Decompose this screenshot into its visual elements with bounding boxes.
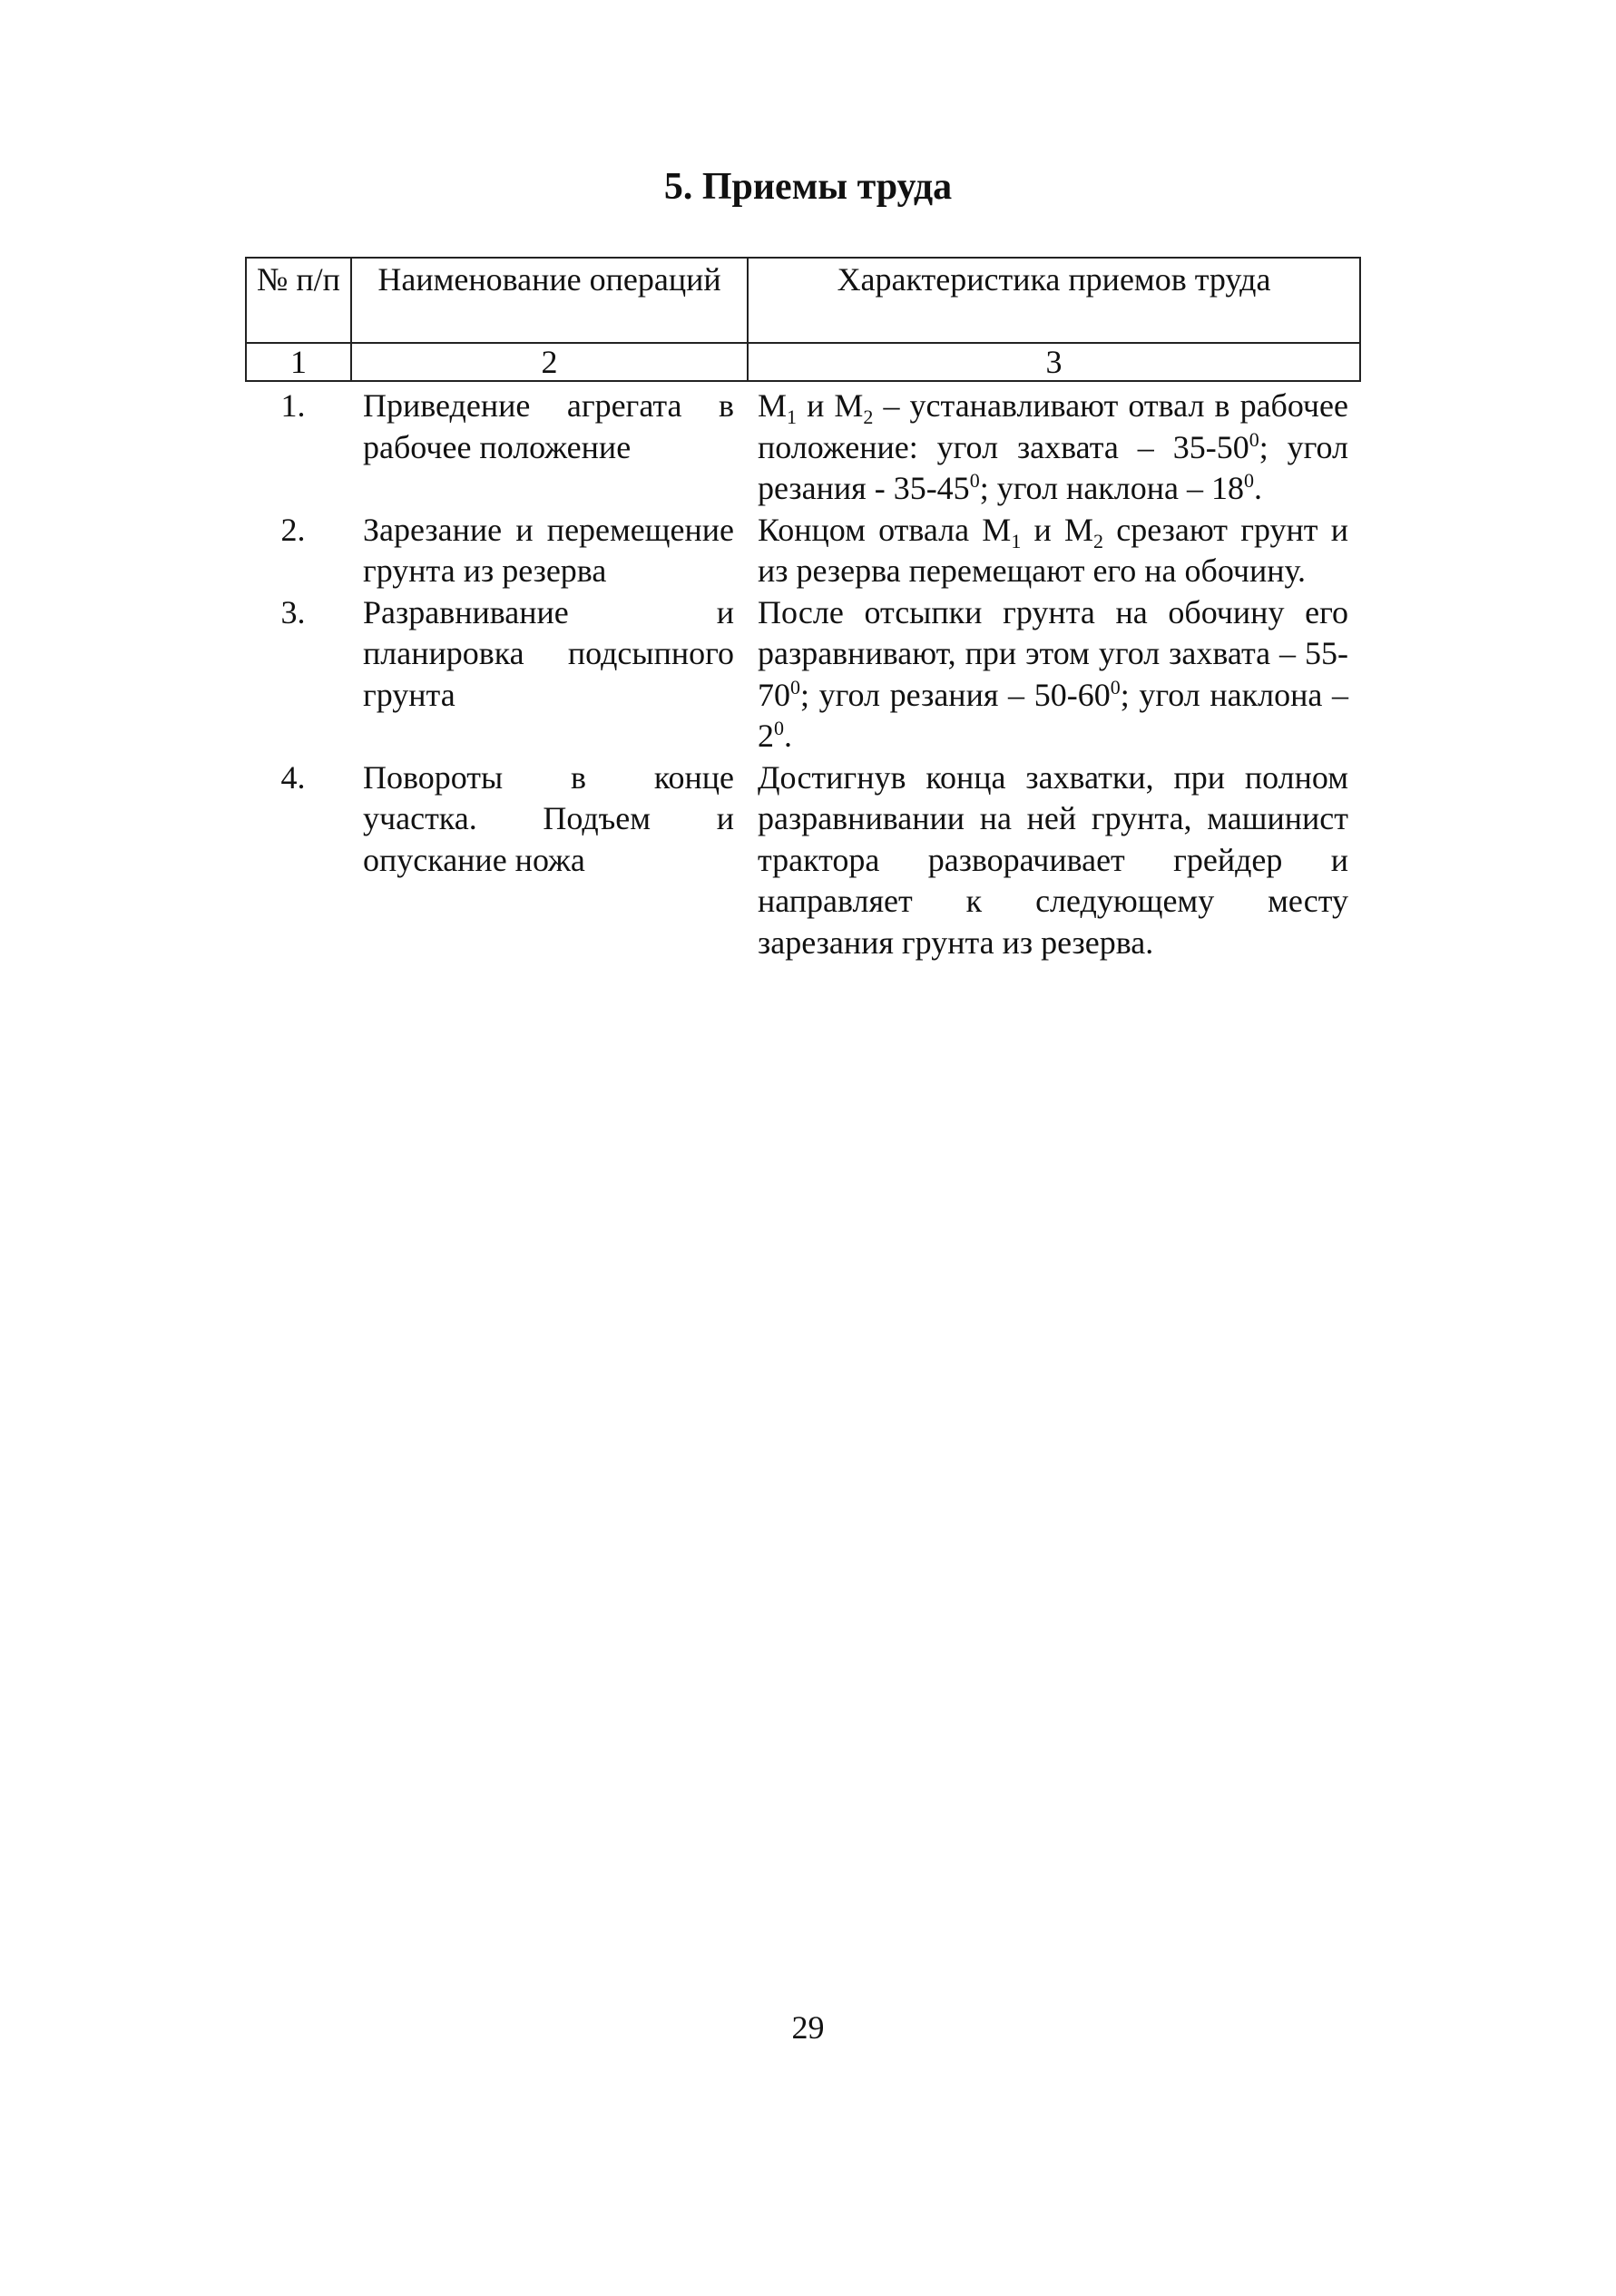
col-number-1: 1 [246, 343, 351, 381]
header-num: № п/п [246, 258, 351, 343]
header-name: Наименование операций [351, 258, 748, 343]
row-name: Приведение агрегата в рабочее положение [363, 387, 734, 465]
header-desc: Характеристика приемов труда [748, 258, 1360, 343]
row-name: Зарезание и перемещение грунта из резерва [363, 511, 734, 589]
page-title: 5. Приемы труда [663, 166, 953, 208]
table-row [245, 386, 1359, 510]
operations-table [245, 257, 1359, 963]
row-num: 1. [280, 387, 306, 424]
row-name: Разравнивание и планировка подсыпного грунта [363, 593, 734, 713]
row-name: Повороты в конце участка. Подъем и опускание ножа [363, 758, 734, 878]
table-header [245, 257, 1361, 382]
table-row [245, 757, 1359, 964]
table-body [245, 386, 1359, 963]
page-number: 29 [791, 2009, 825, 2046]
table-row [245, 592, 1359, 757]
col-number-3: 3 [748, 343, 1360, 381]
row-desc: Концом отвала $М_1$ и $М_2$ срезают грунт и из резерва перемещают его на обочину. [758, 511, 1348, 589]
row-desc: После отсыпки грунта на обочину его разравнивают, при этом угол захвата – $55-70^0$; угол резания – $50-60^0$; угол наклона – $2^0$. [758, 593, 1348, 754]
row-num: 2. [280, 511, 306, 548]
table-row [245, 510, 1359, 592]
row-desc: $М_1$ и $М_2$ – устанавливают отвал в рабочее положение: угол захвата – $35-50^0$; угол резания - $35-45^0$; угол наклона – $18^0$. [758, 387, 1348, 506]
row-desc: Достигнув конца захватки, при полном разравнивании на ней грунта, машинист трактора разворачивает грейдер и направляет к следующему месту зарезания грунта из резерва. [758, 758, 1348, 961]
row-num: 4. [280, 758, 306, 796]
col-number-2: 2 [351, 343, 748, 381]
row-num: 3. [280, 593, 306, 630]
